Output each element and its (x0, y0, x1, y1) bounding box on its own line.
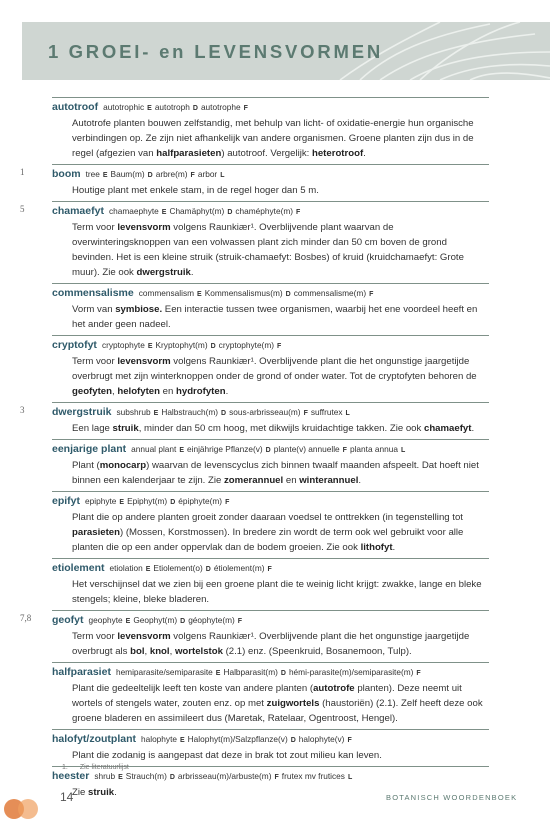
entry-definition: Vorm van symbiose. Een interactie tussen twee organismen, waarbij het ene voordeel heeft en het ander geen nadeel. (72, 304, 478, 330)
glossary-entry (20, 201, 489, 283)
translation: planta annua (349, 444, 398, 454)
language-code: F (347, 737, 352, 744)
language-code: L (345, 410, 350, 417)
language-code: E (161, 209, 167, 216)
entry-term: dwergstruik (52, 406, 112, 418)
entry-term: etiolement (52, 562, 105, 574)
language-code: D (227, 209, 233, 216)
entry-header (52, 769, 489, 785)
language-code: L (220, 172, 225, 179)
language-code: E (179, 737, 185, 744)
entry-definition: Plant die gedeeltelijk leeft ten koste van andere planten (autotrofe planten). Deze neemt uit wortels of stengels water, zouten enz. op met zuigwortels (haustoriën) (2.1). Zelf heeft deze ook groene bladeren en assimileert dus (Maretak, Ratelaar, Ogentroost, Hengel). (72, 683, 483, 724)
translation: subshrub (116, 407, 151, 417)
translation: hémi-parasite(m)/semiparasite(m) (288, 667, 414, 677)
language-code: F (237, 618, 243, 625)
glossary-entry (20, 610, 489, 662)
chapter-title: 1 GROEI- en LEVENSVORMEN (48, 41, 384, 62)
translation: Kommensalismus(m) (204, 288, 283, 298)
translation: cryptophyte (101, 340, 145, 350)
translation: etiolation (109, 563, 143, 573)
glossary-entry (52, 491, 489, 558)
translation: annual plant (131, 444, 177, 454)
entry-header (52, 167, 489, 183)
translation: commensalism (138, 288, 195, 298)
entry-definition: Term voor levensvorm volgens Raunkiær¹. Overblijvende plant die het ongunstige jaargetijde overbrugt als bol, knol, wortelstok (2.1) enz. (Speenkruid, Bosanemoon, Tulp). (72, 631, 470, 657)
language-code: E (153, 410, 159, 417)
page-number: 14 (60, 790, 74, 804)
footnote (62, 764, 129, 771)
entry-definition: Zie struik. (72, 787, 117, 798)
translation: arbre(m) (155, 169, 188, 179)
language-code: D (169, 774, 175, 781)
entry-header (52, 338, 489, 354)
translation: einjährige Pflanze(v) (187, 444, 263, 454)
translation: autotrophe (200, 102, 241, 112)
entry-term: geofyt (52, 614, 84, 626)
entry-header (52, 732, 489, 748)
line-marker: 7,8 (20, 613, 32, 623)
entry-header (52, 100, 489, 116)
language-code: E (119, 499, 125, 506)
entry-header (52, 442, 489, 458)
translation: Strauch(m) (125, 771, 167, 781)
line-marker: 1 (20, 167, 25, 177)
entry-term: boom (52, 168, 81, 180)
translation: arbor (197, 169, 218, 179)
language-code: E (147, 343, 153, 350)
book-title: BOTANISCH WOORDENBOEK (386, 793, 518, 802)
translation: commensalisme(m) (293, 288, 367, 298)
entry-header (52, 286, 489, 302)
glossary-entry (52, 558, 489, 610)
language-code: D (180, 618, 186, 625)
entry-header (52, 665, 489, 681)
translation: Kryptophyt(m) (155, 340, 208, 350)
footnote-number: 1. (62, 764, 68, 771)
entry-header (52, 613, 489, 629)
translation: suffrutex (310, 407, 343, 417)
entry-header (52, 204, 489, 220)
entry-term: halfparasiet (52, 666, 111, 678)
entry-definition: Term voor levensvorm volgens Raunkiær¹. Overblijvende plant die het ongunstige jaargetijde overbrugt met zijn winterknoppen onder de grond of onder water. Tot de cryptofyten behoren de geofyten, helofyten en hydrofyten. (72, 356, 477, 397)
entry-term: autotroof (52, 101, 99, 113)
entry-definition: Plant die zodanig is aangepast dat deze in brak tot zout milieu kan leven. (72, 750, 382, 761)
glossary-entries (0, 97, 550, 803)
language-code: D (170, 499, 176, 506)
language-code: F (296, 209, 301, 216)
entry-term: halofyt/zoutplant (52, 733, 136, 745)
translation: étiolement(m) (213, 563, 265, 573)
glossary-entry (52, 439, 489, 491)
translation: Geophyt(m) (133, 615, 178, 625)
entry-definition: Autotrofe planten bouwen zelfstandig, met behulp van licht- of oxidatie-energie hun organische verbindingen op. Ze zijn niet afhankelijk van andere organismen. Groene planten zijn dus in de regel (afgezien van halfparasieten) autotroof. Vergelijk: heterotroof. (72, 118, 474, 159)
entry-definition: Het verschijnsel dat we zien bij een groene plant die te weinig licht krijgt: zwakke, lange en bleke stengels; kleine, bleke bladeren. (72, 579, 482, 605)
entry-definition: Term voor levensvorm volgens Raunkiær¹. Overblijvende plant waarvan de overwinteringsknoppen van een volwassen plant zich minder dan 50 cm boven de grond bevinden. Het is een kleine struik (struik-chamaefyt: Bosbes) of kruid (kruidchamaefyt: Grote muur). Zie ook dwergstruik. (72, 222, 464, 278)
language-code: D (285, 291, 291, 298)
glossary-entry (52, 729, 489, 766)
language-code: D (210, 343, 216, 350)
language-code: F (225, 499, 230, 506)
language-code: F (416, 670, 421, 677)
entry-definition: Plant (monocarp) waarvan de levenscyclus zich binnen twaalf maanden afspeelt. Dat hoeft niet binnen een kalenderjaar te zijn. Zie zomerannuel en winterannuel. (72, 460, 479, 486)
language-code: E (179, 447, 184, 454)
language-code: L (347, 774, 353, 781)
glossary-entry (52, 97, 489, 164)
footnote-text: Zie literatuurlijst (79, 764, 129, 771)
language-code: F (369, 291, 374, 298)
language-code: D (192, 105, 198, 112)
glossary-entry (52, 283, 489, 335)
language-code: F (190, 172, 195, 179)
translation: Etiolement(o) (153, 563, 203, 573)
language-code: D (280, 670, 286, 677)
translation: Chamäphyt(m) (169, 206, 225, 216)
entry-term: heester (52, 770, 90, 782)
language-code: D (290, 737, 296, 744)
entry-definition: Plant die op andere planten groeit zonder daaraan voedsel te onttrekken (in tegenstelling tot parasieten) (Mossen, Korstmossen). In bredere zin wordt de term ook wel gebruikt voor alle planten die op een ander oppervlak dan de bodem groeien. Zie ook lithofyt. (72, 512, 464, 553)
entry-definition: Een lage struik, minder dan 50 cm hoog, met dikwijls kruidachtige takken. Zie ook chamaefyt. (72, 423, 475, 434)
language-code: E (118, 774, 123, 781)
language-code: F (274, 774, 279, 781)
language-code: E (197, 291, 202, 298)
translation: Epiphyt(m) (127, 496, 168, 506)
line-marker: 3 (20, 405, 25, 415)
language-code: F (277, 343, 282, 350)
translation: autotroph (154, 102, 190, 112)
glossary-entry (52, 662, 489, 729)
language-code: D (221, 410, 227, 417)
translation: geophyte (88, 615, 123, 625)
translation: plante(v) annuelle (273, 444, 340, 454)
language-code: F (267, 566, 272, 573)
language-code: F (342, 447, 347, 454)
translation: chamaephyte (108, 206, 159, 216)
language-code: E (147, 105, 152, 112)
language-code: E (215, 670, 221, 677)
language-code: L (400, 447, 406, 454)
translation: autotrophic (103, 102, 145, 112)
chapter-header (22, 22, 550, 80)
translation: tree (85, 169, 100, 179)
entry-header (52, 405, 489, 421)
language-code: D (147, 172, 153, 179)
translation: shrub (94, 771, 116, 781)
translation: hemiparasite/semiparasite (115, 667, 213, 677)
translation: Halbparasit(m) (223, 667, 278, 677)
translation: chaméphyte(m) (235, 206, 294, 216)
translation: frutex mv frutices (281, 771, 345, 781)
language-code: D (205, 566, 211, 573)
language-code: D (265, 447, 271, 454)
glossary-entry (20, 402, 489, 439)
translation: Baum(m) (110, 169, 145, 179)
translation: Halbstrauch(m) (161, 407, 219, 417)
language-code: F (303, 410, 308, 417)
translation: epiphyte (85, 496, 117, 506)
translation: arbrisseau(m)/arbuste(m) (177, 771, 272, 781)
glossary-entry (20, 164, 489, 201)
language-code: E (145, 566, 151, 573)
translation: géophyte(m) (188, 615, 235, 625)
translation: halophyte(v) (298, 734, 345, 744)
translation: halophyte (141, 734, 177, 744)
language-code: E (102, 172, 108, 179)
translation: Halophyt(m)/Salzpflanze(v) (187, 734, 288, 744)
entry-header (52, 561, 489, 577)
translation: sous-arbrisseau(m) (229, 407, 301, 417)
entry-term: eenjarige plant (52, 443, 127, 455)
entry-definition: Houtige plant met enkele stam, in de regel hoger dan 5 m. (72, 185, 319, 196)
entry-term: chamaefyt (52, 205, 104, 217)
language-code: E (125, 618, 131, 625)
line-marker: 5 (20, 204, 25, 214)
entry-term: commensalisme (52, 287, 134, 299)
entry-term: cryptofyt (52, 339, 97, 351)
translation: épiphyte(m) (178, 496, 223, 506)
entry-term: epifyt (52, 495, 81, 507)
translation: cryptophyte(m) (218, 340, 274, 350)
watermark-logo-icon (0, 789, 50, 823)
entry-header (52, 494, 489, 510)
language-code: F (243, 105, 248, 112)
glossary-entry (52, 335, 489, 402)
